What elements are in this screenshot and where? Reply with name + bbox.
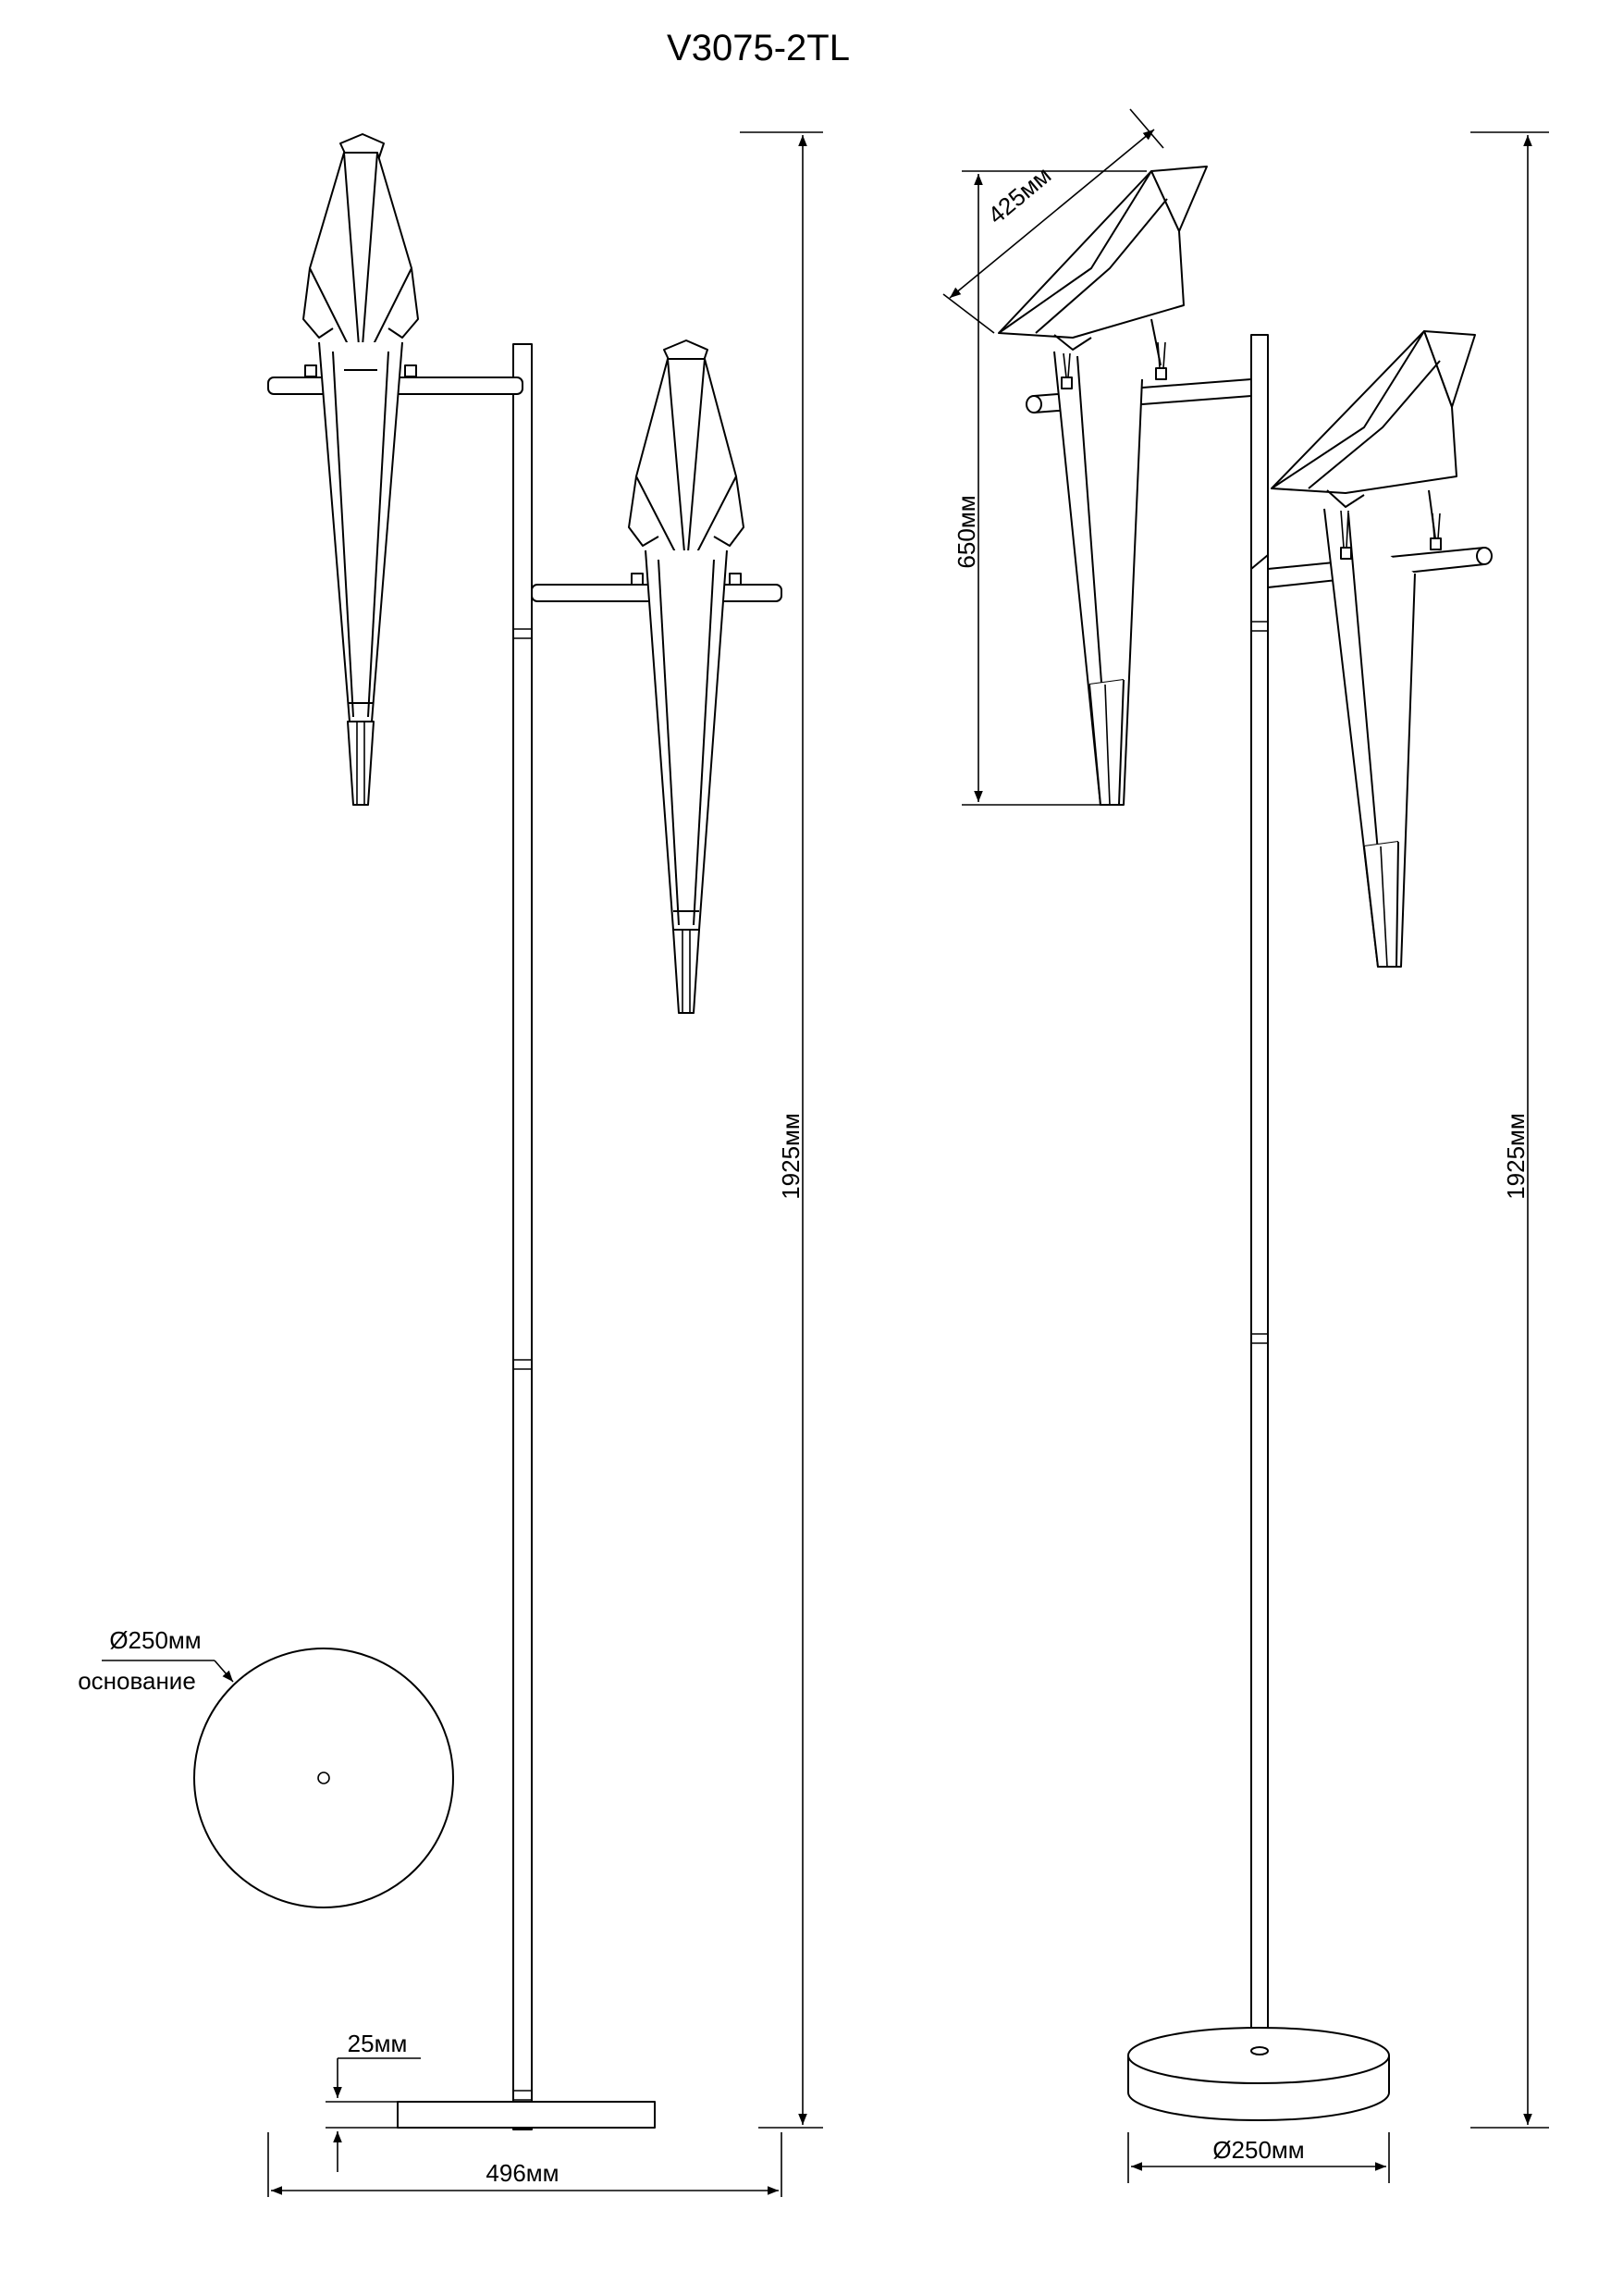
front-pole [513, 344, 532, 2129]
side-bird-1 [999, 167, 1207, 805]
side-bird-length-label: 425мм [982, 161, 1057, 230]
side-pole [1251, 335, 1268, 2057]
front-bird-2 [629, 340, 744, 1013]
front-base-plate [398, 2102, 655, 2128]
base-top-view [78, 1626, 453, 1907]
model-title: V3075-2TL [667, 28, 850, 68]
base-caption: основание [78, 1667, 196, 1695]
front-height-label: 1925мм [777, 1113, 805, 1200]
side-bird-2 [1272, 331, 1475, 967]
side-base-diameter-label: Ø250мм [1212, 2136, 1305, 2164]
side-height-label: 1925мм [1502, 1113, 1530, 1200]
front-width-label: 496мм [486, 2159, 559, 2187]
base-center-hole [318, 1772, 329, 1784]
side-view [943, 109, 1549, 2183]
base-thickness-label: 25мм [347, 2030, 408, 2057]
side-bird-height-label: 650мм [953, 495, 980, 569]
front-bird-1 [303, 134, 418, 805]
base-circle [194, 1648, 453, 1907]
base-diameter-label: Ø250мм [109, 1626, 202, 1654]
front-view [268, 132, 823, 2197]
side-base [1128, 2028, 1389, 2120]
